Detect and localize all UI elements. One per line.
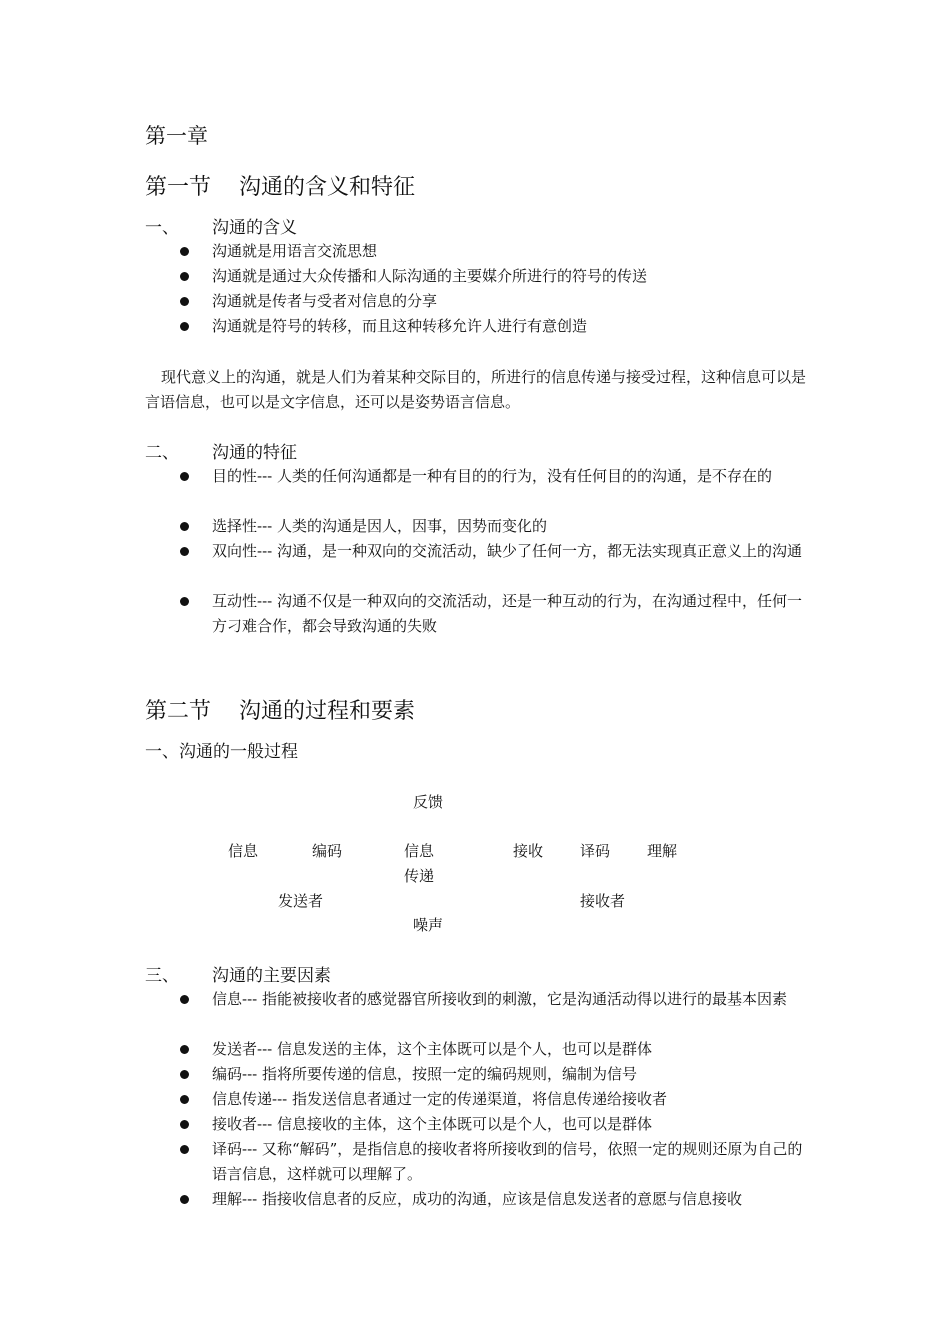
bullet-icon — [178, 1137, 192, 1162]
diagram-feedback-label: 反馈 — [413, 793, 444, 811]
bullet-icon — [178, 1087, 192, 1112]
chapter-title: 第一章 — [145, 124, 208, 148]
definition-paragraph: 现代意义上的沟通，就是人们为着某种交际目的，所进行的信息传递与接受过程，这种信息可以是言语信息，也可以是文字信息，还可以是姿势语言信息。 — [145, 368, 807, 411]
diagram-receiver-label: 接收者 — [580, 892, 626, 910]
bullet-icon — [178, 464, 192, 489]
feature-item: 互动性--- 沟通不仅是一种双向的交流活动，还是一种互动的行为，在沟通过程中，任何一方刁难合作，都会导致沟通的失败 — [212, 592, 802, 635]
bullet-icon — [178, 539, 192, 564]
meaning-item: 沟通就是通过大众传播和人际沟通的主要媒介所进行的符号的传送 — [212, 267, 648, 285]
subsection-process-title: 一、沟通的一般过程 — [145, 742, 298, 762]
factor-item: 理解--- 指接收信息者的反应，成功的沟通，应该是信息发送者的意愿与信息接收 — [212, 1190, 742, 1208]
bullet-icon — [178, 264, 192, 289]
factor-item: 译码--- 又称“解码”，是指信息的接收者将所接收到的信号，依照一定的规则还原为自己的语言信息，这样就可以理解了。 — [212, 1140, 803, 1183]
bullet-icon — [178, 514, 192, 539]
subsection-3-number: 三、 — [145, 966, 179, 986]
factor-item: 信息传递--- 指发送信息者通过一定的传递渠道，将信息传递给接收者 — [212, 1090, 667, 1108]
subsection-1-number: 一、 — [145, 218, 179, 238]
diagram-sender-label: 发送者 — [278, 892, 324, 910]
feature-item: 目的性--- 人类的任何沟通都是一种有目的的行为，没有任何目的的沟通，是不存在的 — [212, 467, 772, 485]
subsection-1-title: 沟通的含义 — [212, 218, 297, 238]
bullet-icon — [178, 1037, 192, 1062]
diagram-channel-label-2: 传递 — [404, 867, 435, 885]
bullet-icon — [178, 1187, 192, 1212]
bullet-icon — [178, 589, 192, 614]
feature-item: 双向性--- 沟通，是一种双向的交流活动，缺少了任何一方，都无法实现真正意义上的沟通 — [212, 542, 802, 560]
subsection-2-number: 二、 — [145, 443, 179, 463]
factor-item: 编码--- 指将所要传递的信息，按照一定的编码规则，编制为信号 — [212, 1065, 637, 1083]
factor-item: 信息--- 指能被接收者的感觉器官所接收到的刺激，它是沟通活动得以进行的最基本因素 — [212, 990, 787, 1008]
meaning-item: 沟通就是符号的转移，而且这种转移允许人进行有意创造 — [212, 317, 588, 335]
subsection-3-title: 沟通的主要因素 — [212, 966, 331, 986]
diagram-receive-label: 接收 — [513, 842, 544, 860]
meaning-item: 沟通就是传者与受者对信息的分享 — [212, 292, 438, 310]
section-1-title: 第一节 沟通的含义和特征 — [145, 175, 415, 200]
bullet-icon — [178, 289, 192, 314]
meaning-item: 沟通就是用语言交流思想 — [212, 242, 378, 260]
subsection-2-title: 沟通的特征 — [212, 443, 297, 463]
factor-item: 接收者--- 信息接收的主体，这个主体既可以是个人，也可以是群体 — [212, 1115, 652, 1133]
diagram-channel-label-1: 信息 — [404, 842, 435, 860]
bullet-icon — [178, 239, 192, 264]
bullet-icon — [178, 1112, 192, 1137]
bullet-icon — [178, 1062, 192, 1087]
factor-item: 发送者--- 信息发送的主体，这个主体既可以是个人，也可以是群体 — [212, 1040, 652, 1058]
diagram-info-label: 信息 — [228, 842, 259, 860]
bullet-icon — [178, 314, 192, 339]
bullet-icon — [178, 987, 192, 1012]
section-2-title: 第二节 沟通的过程和要素 — [145, 699, 415, 724]
diagram-encode-label: 编码 — [312, 842, 343, 860]
diagram-decode-label: 译码 — [580, 842, 611, 860]
diagram-noise-label: 噪声 — [413, 916, 444, 934]
diagram-understand-label: 理解 — [647, 842, 678, 860]
feature-item: 选择性--- 人类的沟通是因人，因事，因势而变化的 — [212, 517, 547, 535]
